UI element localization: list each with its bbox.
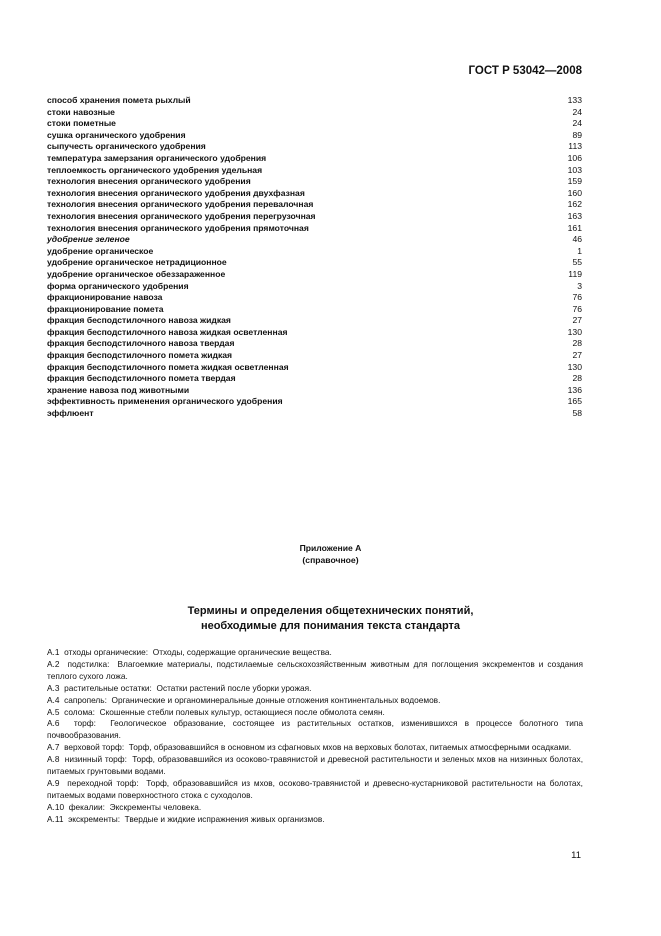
index-row bbox=[47, 153, 582, 165]
index-page: 3 bbox=[577, 280, 582, 291]
index-page: 27 bbox=[572, 350, 582, 361]
subject-index bbox=[47, 95, 582, 420]
definition-item bbox=[47, 754, 583, 778]
index-page: 160 bbox=[567, 187, 582, 198]
index-term: фракция бесподстилочного помета твердая bbox=[47, 373, 236, 384]
definition-item bbox=[47, 647, 583, 659]
index-term: эффективность применения органического удобрения bbox=[47, 396, 283, 407]
index-page: 161 bbox=[567, 222, 582, 233]
index-page: 46 bbox=[572, 234, 582, 245]
definition-number: А.8 bbox=[47, 754, 60, 765]
index-term: технология внесения органического удобрения перегрузочная bbox=[47, 210, 316, 221]
definition-text: Органические и органоминеральные донные отложения континентальных водоемов. bbox=[111, 694, 441, 705]
index-term: фракционирование помета bbox=[47, 303, 164, 314]
definition-term: отходы органические: bbox=[64, 647, 149, 657]
index-row bbox=[47, 327, 582, 339]
index-term: способ хранения помета рыхлый bbox=[47, 95, 191, 105]
definition-number: А.10 bbox=[47, 801, 65, 812]
index-term: фракция бесподстилочного помета жидкая осветленная bbox=[47, 361, 289, 372]
index-page: 103 bbox=[567, 164, 582, 175]
definition-number: А.2 bbox=[47, 658, 60, 669]
appendix-kind: (справочное) bbox=[302, 555, 359, 565]
definition-text: Геологическое образование, состоящее из растительных остатков, изменившихся в процессе болотного типа почвообразования. bbox=[47, 718, 583, 741]
index-page: 58 bbox=[572, 408, 582, 419]
definition-text: Влагоемкие материалы, подстилаемые сельскохозяйственным животным для поглощения экскрементов и создания теплого сухого ложа. bbox=[47, 658, 583, 681]
index-page: 113 bbox=[568, 141, 582, 152]
index-term: фракция бесподстилочного навоза жидкая bbox=[47, 315, 231, 326]
definition-item bbox=[47, 707, 583, 719]
definition-number: А.9 bbox=[47, 777, 60, 788]
definition-number: А.1 bbox=[47, 647, 60, 657]
definition-text: Торф, образовавшийся из мхов, осоково-травянистой и древесно-кустарниковой растительности на болотах, питаемых водами поверхностного стока с суходолов. bbox=[47, 777, 583, 800]
index-row bbox=[47, 165, 582, 177]
definition-term: сапропель: bbox=[64, 694, 107, 705]
index-row bbox=[47, 315, 582, 327]
definition-term: экскременты: bbox=[68, 813, 121, 824]
index-row bbox=[47, 211, 582, 223]
definition-text: Отходы, содержащие органические вещества. bbox=[152, 647, 332, 657]
index-row bbox=[47, 107, 582, 119]
definition-term: торф: bbox=[73, 718, 96, 729]
index-term: температура замерзания органического удобрения bbox=[47, 152, 267, 163]
index-row bbox=[47, 396, 582, 408]
index-page: 106 bbox=[567, 152, 582, 163]
section-title-line-1: Термины и определения общетехнических понятий, bbox=[187, 605, 474, 617]
definition-item bbox=[47, 814, 583, 826]
index-row bbox=[47, 292, 582, 304]
definition-text: Экскременты человека. bbox=[109, 801, 202, 812]
index-term: сушка органического удобрения bbox=[47, 129, 186, 140]
definition-number: А.7 bbox=[47, 742, 60, 753]
index-row bbox=[47, 304, 582, 316]
index-row bbox=[47, 118, 582, 130]
definition-item bbox=[47, 778, 583, 802]
index-row bbox=[47, 281, 582, 293]
index-term: фракция бесподстилочного помета жидкая bbox=[47, 350, 233, 361]
definition-item bbox=[47, 683, 583, 695]
index-term: фракционирование навоза bbox=[47, 292, 163, 303]
index-page: 89 bbox=[572, 129, 582, 140]
definition-item bbox=[47, 695, 583, 707]
index-page: 28 bbox=[572, 338, 582, 349]
index-page: 1 bbox=[577, 245, 582, 256]
index-term: фракция бесподстилочного навоза твердая bbox=[47, 338, 235, 349]
index-term: эффлюент bbox=[47, 408, 94, 419]
definitions-list bbox=[47, 647, 583, 826]
index-term: удобрение органическое нетрадиционное bbox=[47, 257, 227, 268]
appendix-label: Приложение А bbox=[299, 543, 362, 553]
index-page: 162 bbox=[567, 199, 582, 210]
index-page: 165 bbox=[567, 396, 582, 407]
definition-number: А.4 bbox=[47, 694, 60, 705]
index-row bbox=[47, 141, 582, 153]
index-row bbox=[47, 176, 582, 188]
definition-term: низинный торф: bbox=[64, 754, 127, 765]
index-row bbox=[47, 199, 582, 211]
section-title bbox=[0, 604, 661, 634]
section-title-line-2: необходимые для понимания текста стандарта bbox=[200, 620, 461, 632]
index-term: удобрение зеленое bbox=[47, 234, 130, 245]
index-page: 133 bbox=[567, 95, 582, 105]
index-row bbox=[47, 246, 582, 258]
definition-term: верховой торф: bbox=[64, 742, 125, 753]
definition-number: А.11 bbox=[47, 813, 64, 824]
index-page: 24 bbox=[572, 106, 582, 117]
definition-term: фекалии: bbox=[68, 801, 105, 812]
definition-number: А.6 bbox=[47, 718, 60, 729]
index-term: теплоемкость органического удобрения удельная bbox=[47, 164, 263, 175]
index-term: технология внесения органического удобрения bbox=[47, 176, 251, 187]
index-row bbox=[47, 338, 582, 350]
index-row bbox=[47, 188, 582, 200]
definition-term: растительные остатки: bbox=[64, 682, 152, 693]
index-page: 55 bbox=[572, 257, 582, 268]
index-term: хранение навоза под животными bbox=[47, 384, 190, 395]
index-row bbox=[47, 234, 582, 246]
index-page: 136 bbox=[567, 384, 582, 395]
index-row bbox=[47, 223, 582, 235]
definition-text: Скошенные стебли полевых культур, остающиеся после обмолота семян. bbox=[99, 706, 385, 717]
index-row bbox=[47, 130, 582, 142]
definition-item bbox=[47, 802, 583, 814]
index-row bbox=[47, 385, 582, 397]
definition-text: Торф, образовавшийся в основном из сфагновых мхов на верховых болотах, питаемых атмосферными осадками. bbox=[128, 742, 572, 753]
index-term: форма органического удобрения bbox=[47, 280, 189, 291]
index-term: технология внесения органического удобрения прямоточная bbox=[47, 222, 309, 233]
index-term: технология внесения органического удобрения двухфазная bbox=[47, 187, 305, 198]
definition-term: подстилка: bbox=[67, 658, 110, 669]
index-term: удобрение органическое обеззараженное bbox=[47, 268, 226, 279]
index-row bbox=[47, 350, 582, 362]
index-row bbox=[47, 269, 582, 281]
index-row bbox=[47, 362, 582, 374]
index-page: 27 bbox=[572, 315, 582, 326]
index-term: фракция бесподстилочного навоза жидкая осветленная bbox=[47, 326, 288, 337]
index-row bbox=[47, 257, 582, 269]
index-page: 28 bbox=[572, 373, 582, 384]
page-number: 11 bbox=[571, 850, 581, 861]
definition-text: Остатки растений после уборки урожая. bbox=[156, 682, 312, 693]
index-page: 159 bbox=[567, 176, 582, 187]
index-row bbox=[47, 408, 582, 420]
definition-term: переходной торф: bbox=[67, 777, 139, 788]
definition-text: Твердые и жидкие испражнения живых организмов. bbox=[124, 813, 325, 824]
index-row bbox=[47, 95, 582, 107]
definition-item bbox=[47, 718, 583, 742]
index-page: 130 bbox=[567, 361, 582, 372]
index-term: стоки пометные bbox=[47, 118, 116, 129]
index-term: удобрение органическое bbox=[47, 245, 154, 256]
definition-number: А.5 bbox=[47, 706, 60, 717]
index-page: 76 bbox=[572, 303, 582, 314]
document-header: ГОСТ Р 53042—2008 bbox=[468, 65, 582, 77]
index-page: 130 bbox=[567, 326, 582, 337]
definition-item bbox=[47, 742, 583, 754]
index-term: стоки навозные bbox=[47, 106, 115, 117]
index-page: 163 bbox=[567, 210, 582, 221]
index-page: 24 bbox=[572, 118, 582, 129]
index-page: 119 bbox=[568, 268, 582, 279]
index-page: 76 bbox=[572, 292, 582, 303]
definition-number: А.3 bbox=[47, 682, 60, 693]
definition-term: солома: bbox=[64, 706, 95, 717]
appendix-heading bbox=[0, 542, 661, 566]
index-row bbox=[47, 373, 582, 385]
index-term: сыпучесть органического удобрения bbox=[47, 141, 206, 152]
definition-item bbox=[47, 659, 583, 683]
index-term: технология внесения органического удобрения перевалочная bbox=[47, 199, 314, 210]
definition-text: Торф, образовавшийся из осоково-травянистой и древесной растительности и зеленых мхов на низинных болотах, питаемых грунтовыми водами. bbox=[47, 754, 583, 777]
